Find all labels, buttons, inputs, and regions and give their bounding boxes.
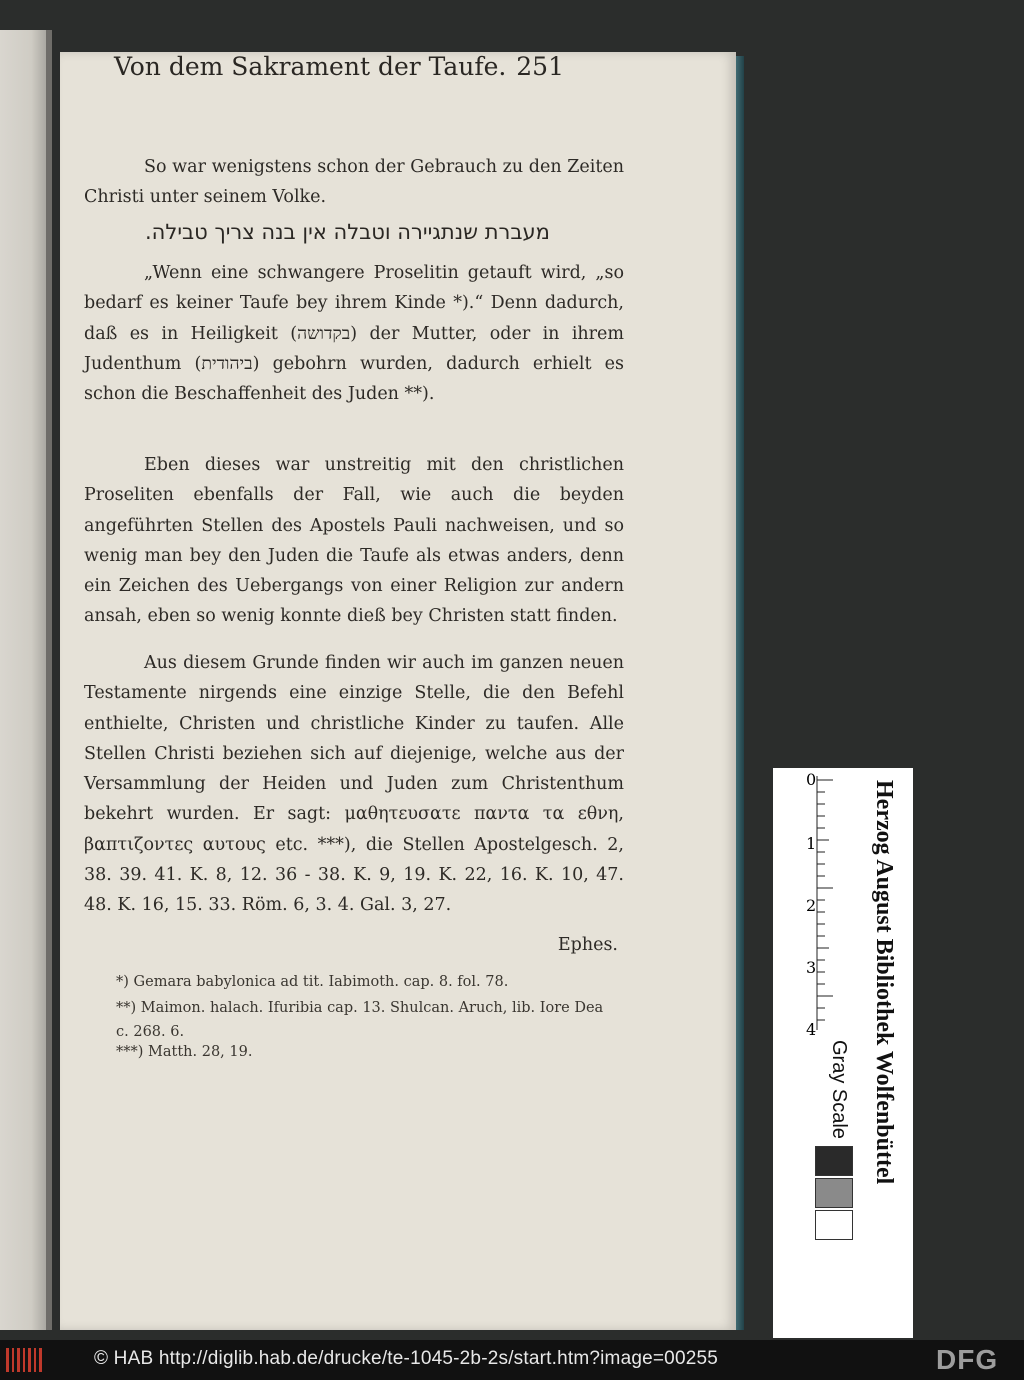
gray-scale-label: Gray Scale xyxy=(828,1040,850,1139)
footnote-text: Matth. 28, 19. xyxy=(148,1044,253,1060)
running-header xyxy=(114,52,564,92)
footnote-mark: ***) xyxy=(116,1044,144,1060)
scale-number-4: 4 xyxy=(806,1020,817,1039)
gray-patch-mid xyxy=(815,1178,853,1208)
gray-patch-dark xyxy=(815,1146,853,1176)
paragraph-2: „Wenn eine schwangere Proselitin getauft wird, „so bedarf es keiner Taufe bey ihrem Kinde *).“ Denn dadurch, daß es in Heiligkeit (בקדושה) der Mutter, oder in ihrem Judenthum (ביהודית) gebohrn wurden, dadurch erhielt es schon die Beschaffenheit des Juden **). xyxy=(84,263,624,405)
barcode-icon xyxy=(6,1346,46,1374)
running-title: Von dem Sakrament der Taufe. xyxy=(114,52,507,81)
footnote-mark: **) xyxy=(116,1000,137,1016)
page-edge xyxy=(736,56,744,1330)
footnote-mark: *) xyxy=(116,974,129,990)
footnote-1 xyxy=(116,970,616,994)
footnote-text: Maimon. halach. Ifuribia cap. 13. Shulcan. Aruch, lib. Iore Dea c. 268. 6. xyxy=(116,1000,604,1040)
book-gutter xyxy=(46,30,52,1330)
catchword: Ephes. xyxy=(557,935,618,955)
paragraph-1: So war wenigstens schon der Gebrauch zu den Zeiten Christi unter seinem Volke. xyxy=(84,157,624,208)
scale-number-3: 3 xyxy=(806,958,817,977)
dfg-logo: DFG xyxy=(936,1344,999,1375)
source-url[interactable]: © HAB http://diglib.hab.de/drucke/te-1045-2b-2s/start.htm?image=00255 xyxy=(94,1348,719,1369)
gray-patch-white xyxy=(815,1210,853,1240)
library-label: Herzog August Bibliothek Wolfenbüttel xyxy=(871,780,897,1185)
footnote-3 xyxy=(116,1040,616,1064)
scale-number-1: 1 xyxy=(806,834,817,853)
scale-number-0: 0 xyxy=(806,770,817,789)
scale-number-2: 2 xyxy=(806,896,817,915)
footnote-text: Gemara babylonica ad tit. Iabimoth. cap. 8. fol. 78. xyxy=(133,974,509,990)
footnote-2 xyxy=(116,996,616,1044)
paragraph-4: Aus diesem Grunde finden wir auch im ganzen neuen Testamente nirgends eine einzige Stelle, die den Befehl enthielte, Christen und christliche Kinder zu taufen. Alle Stellen Christi beziehen sich auf diejenige, welche aus der Versammlung der Heiden und Juden zum Christenthum bekehrt wurden. Er sagt: μαθητευσατε παντα τα εθνη, βαπτιζοντες αυτους etc. ***), die Stellen Apostelgesch. 2, 38. 39. 41. K. 8, 12. 36 - 38. K. 9, 19. K. 22, 16. K. 10, 47. 48. K. 16, 15. 33. Röm. 6, 3. 4. Gal. 3, 27. xyxy=(84,653,624,916)
book-left-edge xyxy=(0,30,52,1330)
footer-bar xyxy=(0,1340,1024,1380)
page-number: 251 xyxy=(516,52,564,81)
paragraph-3: Eben dieses war unstreitig mit den christlichen Proseliten ebenfalls der Fall, wie auch die beyden angeführten Stellen des Apostels Pauli nachweisen, und so wenig man bey den Juden die Taufe als etwas anders, denn ein Zeichen des Uebergangs von einer Religion zur andern ansah, eben so wenig konnte dieß bey Christen statt finden. xyxy=(84,455,624,627)
hebrew-quote: מעברת שנתגיירה וטבלה אין בנה צריך טבילה. xyxy=(145,220,550,244)
